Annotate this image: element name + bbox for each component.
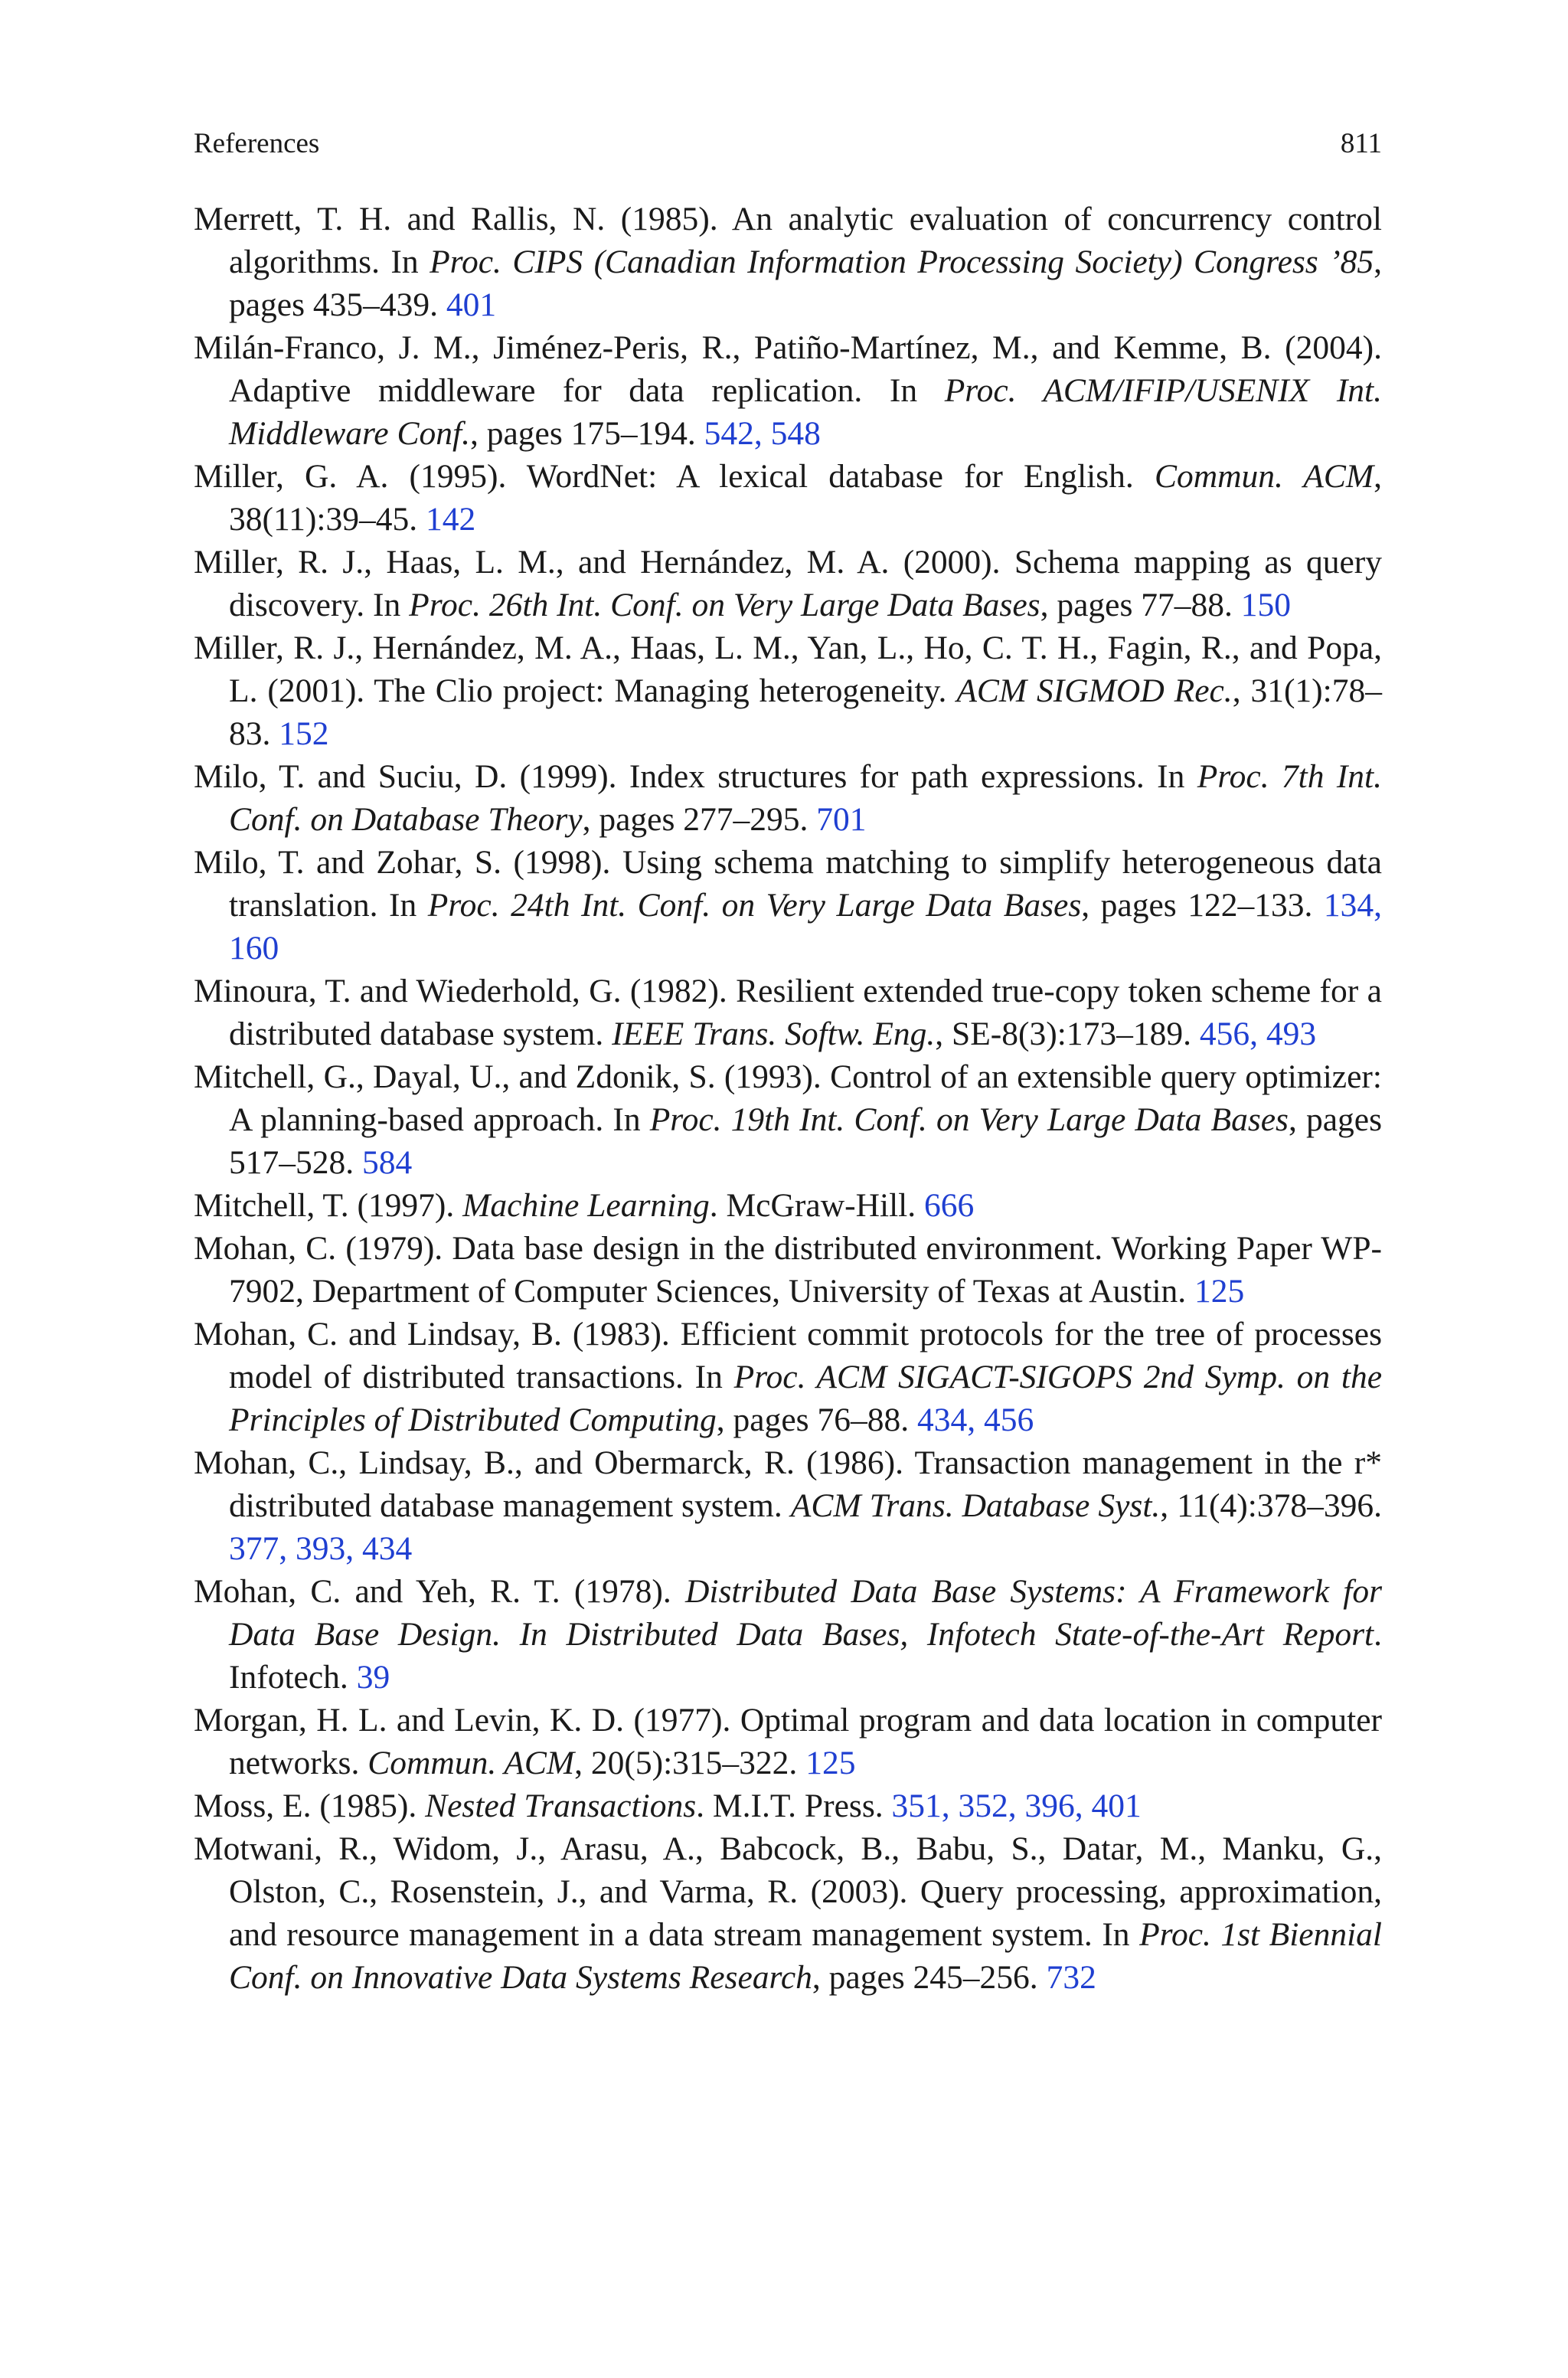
page-number: 811 [1340,128,1382,159]
ref-details: . M.I.T. Press. [696,1788,884,1824]
ref-cited-pages-link[interactable]: 434, 456 [916,1402,1034,1438]
ref-authors: Morgan, H. L. and Levin, K. D. (1977). [194,1702,731,1739]
reference-entry [194,1699,1382,1784]
ref-pre: In [1157,758,1185,795]
ref-venue: ACM SIGMOD Rec. [956,672,1233,709]
reference-entry [194,1313,1382,1441]
reference-entry [194,626,1382,755]
ref-cited-pages-link[interactable]: 39 [356,1659,390,1696]
running-head [194,125,1382,163]
ref-cited-pages-link[interactable]: 125 [1194,1273,1245,1310]
ref-title: Optimal program and data location in computer networks. [229,1702,1383,1781]
section-title: References [194,128,320,159]
ref-title: Data base design in the distributed environment. Working Paper WP-7902, Department of Computer Sciences, University of Texas at Austin. [229,1230,1382,1310]
ref-details: , pages 245–256. [812,1959,1038,1996]
ref-authors: Mohan, C. (1979). [194,1230,443,1267]
ref-authors: Miller, R. J., Haas, L. M., and Hernández, M. A. (2000). [194,544,1001,581]
ref-venue: Proc. CIPS (Canadian Information Processing Society) Congress ’85 [430,244,1374,280]
ref-cited-pages-link[interactable]: 666 [924,1187,975,1224]
ref-title: Efficient commit protocols for the tree of processes model of distributed transactions. [229,1316,1382,1395]
ref-venue: IEEE Trans. Softw. Eng. [612,1016,936,1052]
ref-details: , pages 435–439. [229,244,1383,323]
ref-details: , 31(1):78–83. [229,672,1383,752]
ref-cited-pages-link[interactable]: 377, 393, 434 [229,1530,413,1567]
ref-cited-pages-link[interactable]: 584 [362,1144,413,1181]
reference-list [194,198,1382,1999]
ref-cited-pages-link[interactable]: 134, 160 [229,887,1383,967]
reference-entry [194,1827,1382,1999]
ref-cited-pages-link[interactable]: 701 [816,801,867,838]
ref-venue: Nested Transactions [425,1788,697,1824]
ref-details: , pages 77–88. [1040,587,1233,623]
ref-authors: Mohan, C. and Yeh, R. T. (1978). [194,1573,671,1610]
ref-cited-pages-link[interactable]: 125 [805,1745,856,1781]
ref-cited-pages-link[interactable]: 456, 493 [1199,1016,1317,1052]
reference-entry [194,970,1382,1055]
ref-title: Using schema matching to simplify heterogeneous data translation. [229,844,1382,924]
ref-cited-pages-link[interactable]: 732 [1046,1959,1096,1996]
ref-details: , pages 76–88. [716,1402,910,1438]
ref-title: Index structures for path expressions. [629,758,1145,795]
ref-details: , 38(11):39–45. [229,458,1383,538]
ref-pre: In [694,1359,723,1395]
ref-cited-pages-link[interactable]: 351, 352, 396, 401 [891,1788,1142,1824]
ref-details: , 20(5):315–322. [574,1745,798,1781]
ref-pre: In [390,244,419,280]
ref-pre: In [889,372,918,409]
ref-pre: In [612,1101,641,1138]
ref-details: , pages 122–133. [1081,887,1313,924]
ref-details: , 11(4):378–396. [1160,1487,1382,1524]
ref-authors: Miller, G. A. (1995). [194,458,507,495]
ref-venue: Proc. ACM/IFIP/USENIX Int. Middleware Conf. [229,372,1383,452]
reference-entry [194,455,1382,541]
ref-venue: Proc. 24th Int. Conf. on Very Large Data Bases [427,887,1082,924]
ref-venue: Proc. 19th Int. Conf. on Very Large Data Bases [649,1101,1289,1138]
ref-details: . Infotech. [229,1616,1382,1696]
ref-cited-pages-link[interactable]: 142 [425,501,476,538]
ref-authors: Mohan, C. and Lindsay, B. (1983). [194,1316,670,1353]
ref-authors: Mitchell, T. (1997). [194,1187,455,1224]
ref-title: Resilient extended true-copy token scheme for a distributed database system. [229,973,1382,1052]
reference-entry [194,1784,1382,1827]
reference-entry [194,326,1382,455]
ref-title: Query processing, approximation, and resource management in a data stream management system. [229,1873,1382,1953]
ref-authors: Miller, R. J., Hernández, M. A., Haas, L. M., Yan, L., Ho, C. T. H., Fagin, R., and Popa, L. (2001). [194,630,1382,709]
ref-venue: Proc. 7th Int. Conf. on Database Theory [229,758,1383,838]
ref-title: Adaptive middleware for data replication. [229,372,863,409]
ref-venue: Commun. ACM [1154,458,1374,495]
reference-entry [194,841,1382,970]
ref-title: An analytic evaluation of concurrency control algorithms. [229,201,1382,280]
reference-entry [194,198,1382,326]
ref-venue: ACM Trans. Database Syst. [790,1487,1161,1524]
reference-entry [194,1441,1382,1570]
ref-authors: Motwani, R., Widom, J., Arasu, A., Babcock, B., Babu, S., Datar, M., Manku, G., Olston, C., Rosenstein, J., and Varma, R. (2003). [194,1830,1382,1910]
ref-venue: Proc. 26th Int. Conf. on Very Large Data Bases [409,587,1040,623]
reference-entry [194,1570,1382,1699]
ref-authors: Merrett, T. H. and Rallis, N. (1985). [194,201,718,237]
ref-authors: Moss, E. (1985). [194,1788,417,1824]
ref-details: , pages 175–194. [469,415,696,452]
reference-entry [194,1184,1382,1227]
reference-entry [194,1227,1382,1313]
ref-pre: In [373,587,401,623]
ref-authors: Minoura, T. and Wiederhold, G. (1982). [194,973,727,1009]
ref-details: . McGraw-Hill. [709,1187,916,1224]
ref-venue: Machine Learning [462,1187,710,1224]
ref-authors: Mohan, C., Lindsay, B., and Obermarck, R. (1986). [194,1444,903,1481]
ref-venue: Proc. 1st Biennial Conf. on Innovative Data Systems Research [229,1916,1383,1996]
ref-title: Schema mapping as query discovery. [229,544,1382,623]
ref-venue: Proc. ACM SIGACT-SIGOPS 2nd Symp. on the Principles of Distributed Computing [229,1359,1383,1438]
ref-title: The Clio project: Managing heterogeneity. [374,672,947,709]
reference-entry [194,755,1382,841]
ref-title: Transaction management in the r* distributed database management system. [229,1444,1382,1524]
ref-details: , pages 517–528. [229,1101,1383,1181]
reference-entry [194,541,1382,626]
ref-cited-pages-link[interactable]: 401 [446,286,497,323]
ref-authors: Milo, T. and Suciu, D. (1999). [194,758,617,795]
ref-pre: In [1102,1916,1130,1953]
ref-title: Control of an extensible query optimizer: A planning-based approach. [229,1058,1382,1138]
ref-authors: Mitchell, G., Dayal, U., and Zdonik, S. (1993). [194,1058,822,1095]
ref-cited-pages-link[interactable]: 150 [1240,587,1292,623]
ref-cited-pages-link[interactable]: 542, 548 [704,415,821,452]
ref-authors: Milán-Franco, J. M., Jiménez-Peris, R., Patiño-Martínez, M., and Kemme, B. (2004). [194,329,1382,366]
ref-venue: Commun. ACM [368,1745,575,1781]
ref-title: WordNet: A lexical database for English. [526,458,1134,495]
ref-pre: In [389,887,417,924]
ref-authors: Milo, T. and Zohar, S. (1998). [194,844,611,881]
ref-venue: Distributed Data Base Systems: A Framework for Data Base Design. In Distributed Data Bases, Infotech State-of-the-Art Report [229,1573,1383,1653]
ref-details: , SE-8(3):173–189. [935,1016,1191,1052]
ref-details: , pages 277–295. [582,801,808,838]
ref-cited-pages-link[interactable]: 152 [279,715,329,752]
reference-entry [194,1055,1382,1184]
